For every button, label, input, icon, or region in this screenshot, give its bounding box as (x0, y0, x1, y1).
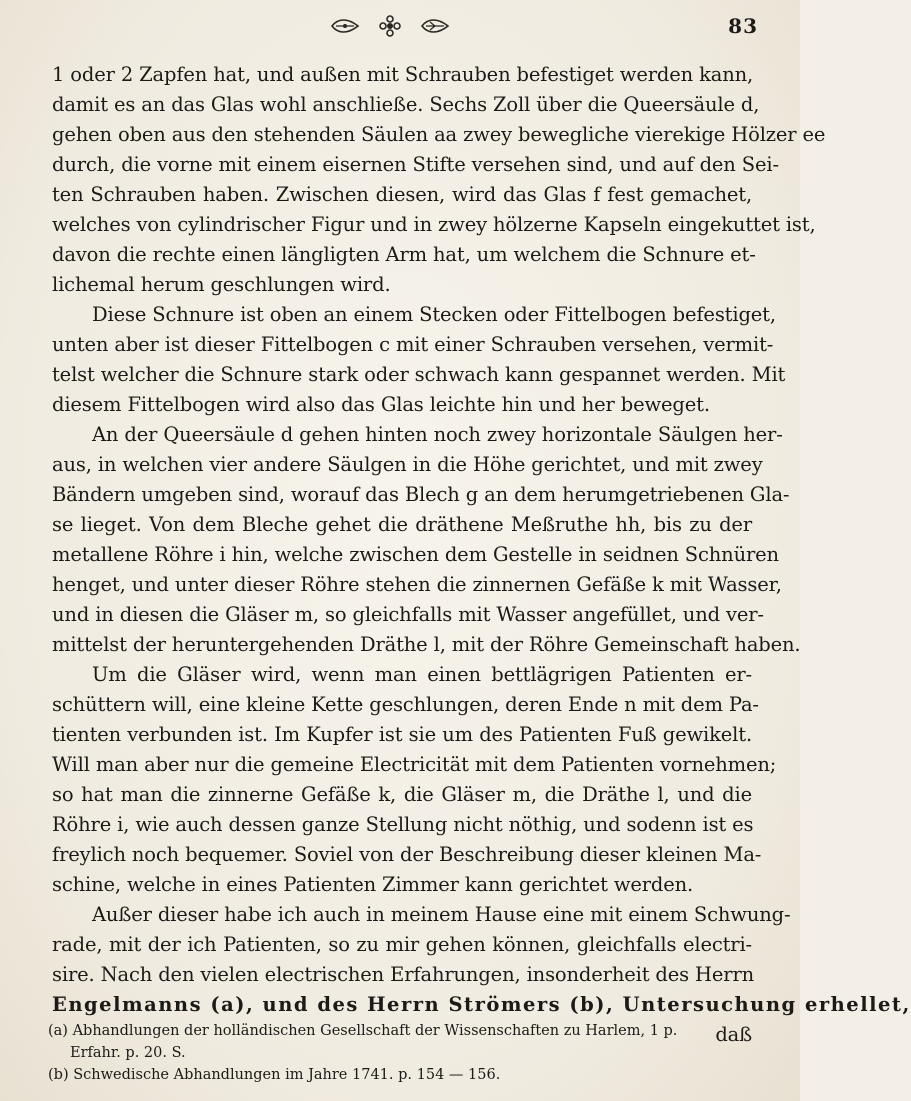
text-line: metallene Röhre i hin, welche zwischen dem Gestelle in seidnen Schnüren (52, 543, 779, 566)
text-line: henget, und unter dieser Röhre stehen die zinnernen Gefäße k mit Wasser, (52, 573, 782, 596)
text-line: aus, in welchen vier andere Säulgen in die Höhe gerichtet, und mit zwey (52, 453, 763, 476)
paragraph-2 (52, 300, 786, 420)
text-line: freylich noch bequemer. Soviel von der Beschreibung dieser kleinen Ma- (52, 843, 762, 866)
text-line: tienten verbunden ist. Im Kupfer ist sie um des Patienten Fuß gewikelt. (52, 723, 752, 746)
footnotes (48, 1020, 752, 1086)
footnote-line: (a) Abhandlungen der holländischen Gesellschaft der Wissenschaften zu Harlem, 1 p. (48, 1023, 678, 1039)
text-line: diesem Fittelbogen wird also das Glas leichte hin und her beweget. (52, 393, 710, 416)
text-line: unten aber ist dieser Fittelbogen c mit einer Schrauben versehen, vermit- (52, 333, 774, 356)
text-line: schine, welche in eines Patienten Zimmer kann gerichtet werden. (52, 873, 694, 896)
text-line: lichemal herum geschlungen wird. (52, 273, 391, 296)
text-line: schüttern will, eine kleine Kette geschlungen, deren Ende n mit dem Pa- (52, 693, 759, 716)
text-line: Röhre i, wie auch dessen ganze Stellung nicht nöthig, und sodenn ist es (52, 813, 754, 836)
leaf-ornament-icon (420, 17, 450, 35)
text-line: Engelmanns (a), und des Herrn Strömers (b), Untersuchung erhellet, (52, 993, 911, 1016)
text-line: Will man aber nur die gemeine Electricität mit dem Patienten vornehmen; (52, 753, 777, 776)
text-line: mittelst der heruntergehenden Dräthe l, mit der Röhre Gemeinschaft haben. (52, 633, 801, 656)
text-line: telst welcher die Schnure stark oder schwach kann gespannet werden. Mit (52, 363, 786, 386)
header-ornament (330, 14, 450, 38)
text-line: ten Schrauben haben. Zwischen diesen, wird das Glas f fest gemachet, (52, 183, 752, 206)
text-line: Außer dieser habe ich auch in meinem Hause eine mit einem Schwung- (92, 903, 791, 926)
text-line: se lieget. Von dem Bleche gehet die dräthene Meßruthe hh, bis zu der (52, 513, 752, 536)
leaf-ornament-icon (330, 17, 360, 35)
text-line: welches von cylindrischer Figur und in zwey hölzerne Kapseln eingekuttet ist, (52, 213, 816, 236)
catchword: daß (715, 1023, 752, 1046)
text-line: rade, mit der ich Patienten, so zu mir gehen können, gleichfalls electri- (52, 933, 752, 956)
text-line: davon die rechte einen längligten Arm hat, um welchem die Schnure et- (52, 243, 756, 266)
paragraph-3 (52, 420, 801, 660)
footnote-line: Erfahr. p. 20. S. (70, 1045, 186, 1061)
page-number: 83 (728, 14, 758, 38)
text-line: und in diesen die Gläser m, so gleichfalls mit Wasser angefüllet, und ver- (52, 603, 764, 626)
paragraph-4 (52, 660, 777, 900)
text-line: so hat man die zinnerne Gefäße k, die Gläser m, die Dräthe l, und die (52, 783, 752, 806)
text-line: Diese Schnure ist oben an einem Stecken oder Fittelbogen befestiget, (92, 303, 776, 326)
text-line: 1 oder 2 Zapfen hat, und außen mit Schrauben befestiget werden kann, (52, 63, 754, 86)
flower-ornament-icon (378, 14, 402, 38)
body-text (52, 60, 911, 1050)
text-line: Bändern umgeben sind, worauf das Blech g an dem herumgetriebenen Gla- (52, 483, 790, 506)
footnote-line: (b) Schwedische Abhandlungen im Jahre 1741. p. 154 — 156. (48, 1067, 501, 1083)
text-line: An der Queersäule d gehen hinten noch zwey horizontale Säulgen her- (92, 423, 783, 446)
text-line: sire. Nach den vielen electrischen Erfahrungen, insonderheit des Herrn (52, 963, 755, 986)
text-line: durch, die vorne mit einem eisernen Stifte versehen sind, und auf den Sei- (52, 153, 779, 176)
text-line: gehen oben aus den stehenden Säulen aa zwey bewegliche vierekige Hölzer ee (52, 123, 826, 146)
paragraph-1 (52, 60, 826, 300)
text-line: damit es an das Glas wohl anschließe. Sechs Zoll über die Queersäule d, (52, 93, 760, 116)
text-line: Um die Gläser wird, wenn man einen bettlägrigen Patienten er- (92, 663, 752, 686)
